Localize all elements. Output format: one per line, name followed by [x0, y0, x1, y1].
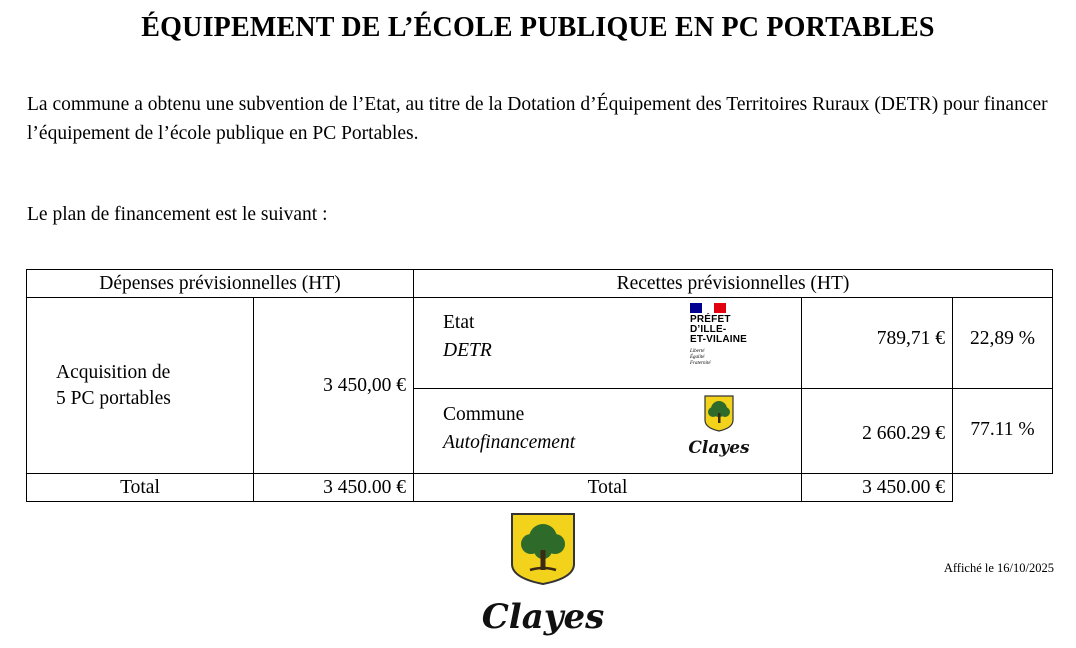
total-right-amount: 3 450.00 € [802, 474, 953, 502]
posted-date-note: Affiché le 16/10/2025 [943, 561, 1054, 575]
revenue-state-percent: 22,89 % [953, 298, 1053, 389]
expenses-header: Dépenses prévisionnelles (HT) [27, 270, 414, 298]
prefet-line3: ET-VILAINE [690, 334, 748, 345]
prefet-line1: PRÉFET [690, 314, 731, 325]
revenue-state-amount: 789,71 € [802, 298, 953, 389]
revenue-row-commune [414, 389, 802, 474]
expense-label-line1: Acquisition de [56, 361, 171, 383]
french-flag-icon [690, 303, 726, 313]
total-right-label: Total [414, 474, 802, 502]
expense-label [27, 298, 254, 474]
claye-logo-large [478, 512, 608, 640]
revenue-commune-name: Commune [443, 404, 525, 425]
financing-table [26, 269, 1053, 502]
total-left-label: Total [27, 474, 254, 502]
revenue-state-detail: DETR [443, 340, 492, 361]
revenue-state-name: Etat [443, 312, 475, 333]
revenue-commune-detail: Autofinancement [443, 432, 576, 453]
prefet-motto: Liberté Égalité Fraternité [690, 349, 711, 366]
revenues-header: Recettes prévisionnelles (HT) [414, 270, 1053, 298]
claye-logo-small [685, 395, 753, 459]
svg-text:Clayes: Clayes [688, 438, 750, 458]
document-title: ÉQUIPEMENT DE L’ÉCOLE PUBLIQUE EN PC PORTABLES [141, 12, 935, 43]
plan-intro: Le plan de financement est le suivant : [27, 204, 328, 225]
svg-text:Clayes: Clayes [481, 597, 605, 637]
intro-paragraph: La commune a obtenu une subvention de l’Etat, au titre de la Dotation d’Équipement des Territoires Ruraux (DETR) pour financer l’équipement de l’école publique en PC Portables. [27, 94, 1048, 144]
expense-label-line2: 5 PC portables [56, 387, 171, 409]
revenue-commune-percent: 77.11 % [953, 389, 1053, 474]
revenue-commune-amount: 2 660.29 € [802, 389, 953, 474]
expense-amount: 3 450,00 € [254, 298, 414, 474]
prefet-logo [690, 303, 762, 367]
prefet-line2: D’ILLE- [690, 324, 727, 335]
total-left-amount: 3 450.00 € [254, 474, 414, 502]
revenue-row-state [414, 298, 802, 389]
